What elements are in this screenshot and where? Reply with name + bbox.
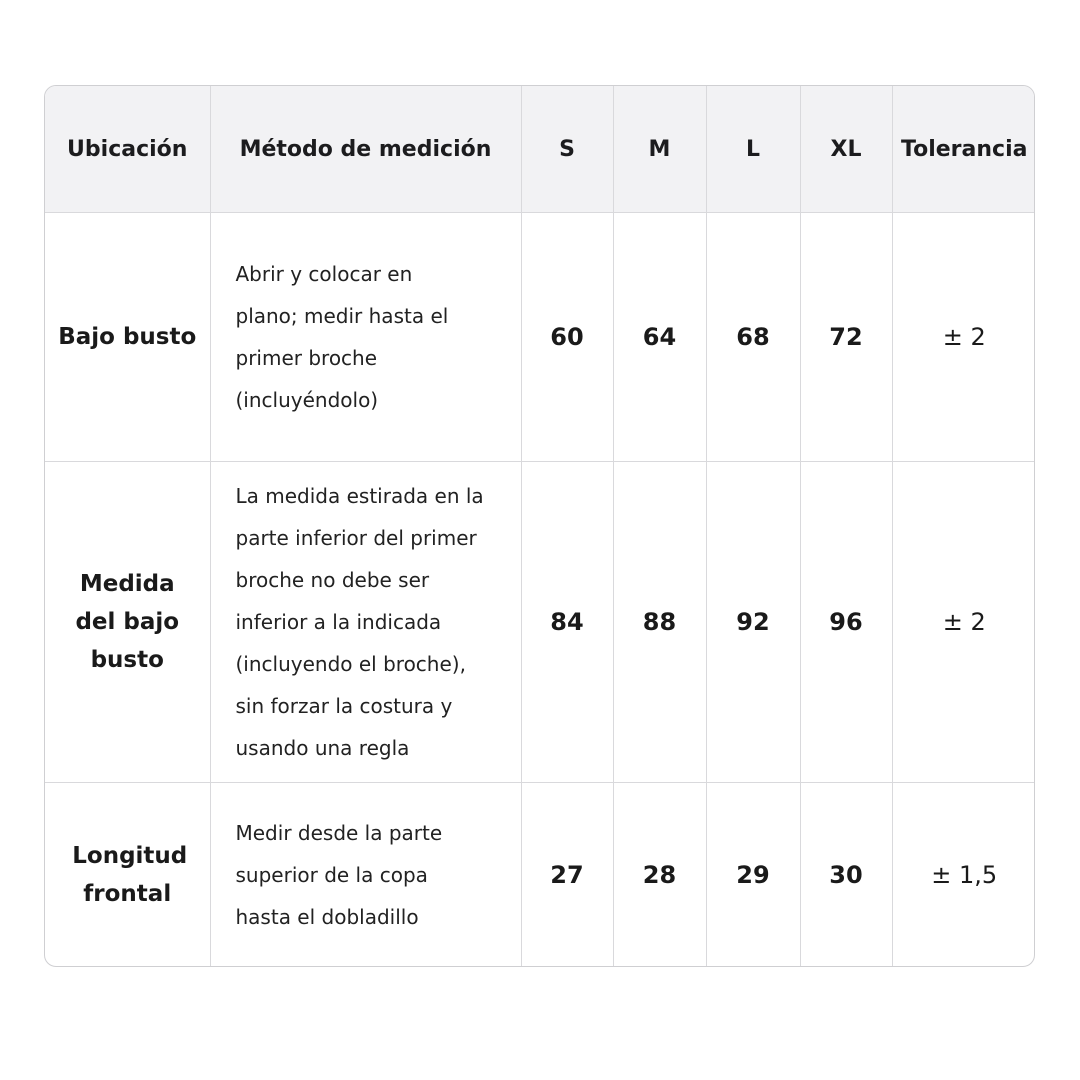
header-tolerance: Tolerancia <box>892 86 1035 213</box>
table-body <box>45 213 1035 967</box>
size-chart-table <box>44 85 1035 967</box>
cell-size-xl: 72 <box>800 213 892 462</box>
cell-size-m: 28 <box>613 783 706 967</box>
header-size-s: S <box>521 86 613 213</box>
cell-size-l: 68 <box>706 213 800 462</box>
cell-size-xl: 96 <box>800 462 892 783</box>
cell-size-l: 29 <box>706 783 800 967</box>
header-location: Ubicación <box>45 86 210 213</box>
row-method <box>210 783 521 967</box>
row-location-text: Medida del bajo busto <box>75 571 180 673</box>
table-row <box>45 213 1035 462</box>
cell-size-l: 92 <box>706 462 800 783</box>
row-location <box>45 783 210 967</box>
row-method <box>210 213 521 462</box>
row-location <box>45 462 210 783</box>
cell-size-s: 84 <box>521 462 613 783</box>
cell-tolerance: ± 2 <box>892 462 1035 783</box>
header-size-xl: XL <box>800 86 892 213</box>
header-size-l: L <box>706 86 800 213</box>
row-method <box>210 462 521 783</box>
table-row <box>45 462 1035 783</box>
measurement-table <box>45 86 1035 967</box>
row-location-text: Bajo busto <box>58 324 197 350</box>
row-method-text: La medida estirada en la parte inferior del primer broche no debe ser inferior a la indicada (incluyendo el broche), sin forzar la costura y usando una regla <box>235 484 484 760</box>
cell-size-xl: 30 <box>800 783 892 967</box>
cell-tolerance: ± 2 <box>892 213 1035 462</box>
table-row <box>45 783 1035 967</box>
cell-tolerance: ± 1,5 <box>931 860 998 889</box>
row-location-text: Longitud frontal <box>72 842 188 907</box>
header-size-m: M <box>613 86 706 213</box>
row-location <box>45 213 210 462</box>
header-method: Método de medición <box>210 86 521 213</box>
cell-size-s: 60 <box>521 213 613 462</box>
row-method-text: Medir desde la parte superior de la copa hasta el dobladillo <box>235 820 443 929</box>
row-method-text: Abrir y colocar en plano; medir hasta el primer broche (incluyéndolo) <box>235 262 449 412</box>
table-header <box>45 86 1035 213</box>
cell-size-m: 64 <box>613 213 706 462</box>
header-row <box>45 86 1035 213</box>
cell-size-s: 27 <box>521 783 613 967</box>
cell-size-m: 88 <box>613 462 706 783</box>
